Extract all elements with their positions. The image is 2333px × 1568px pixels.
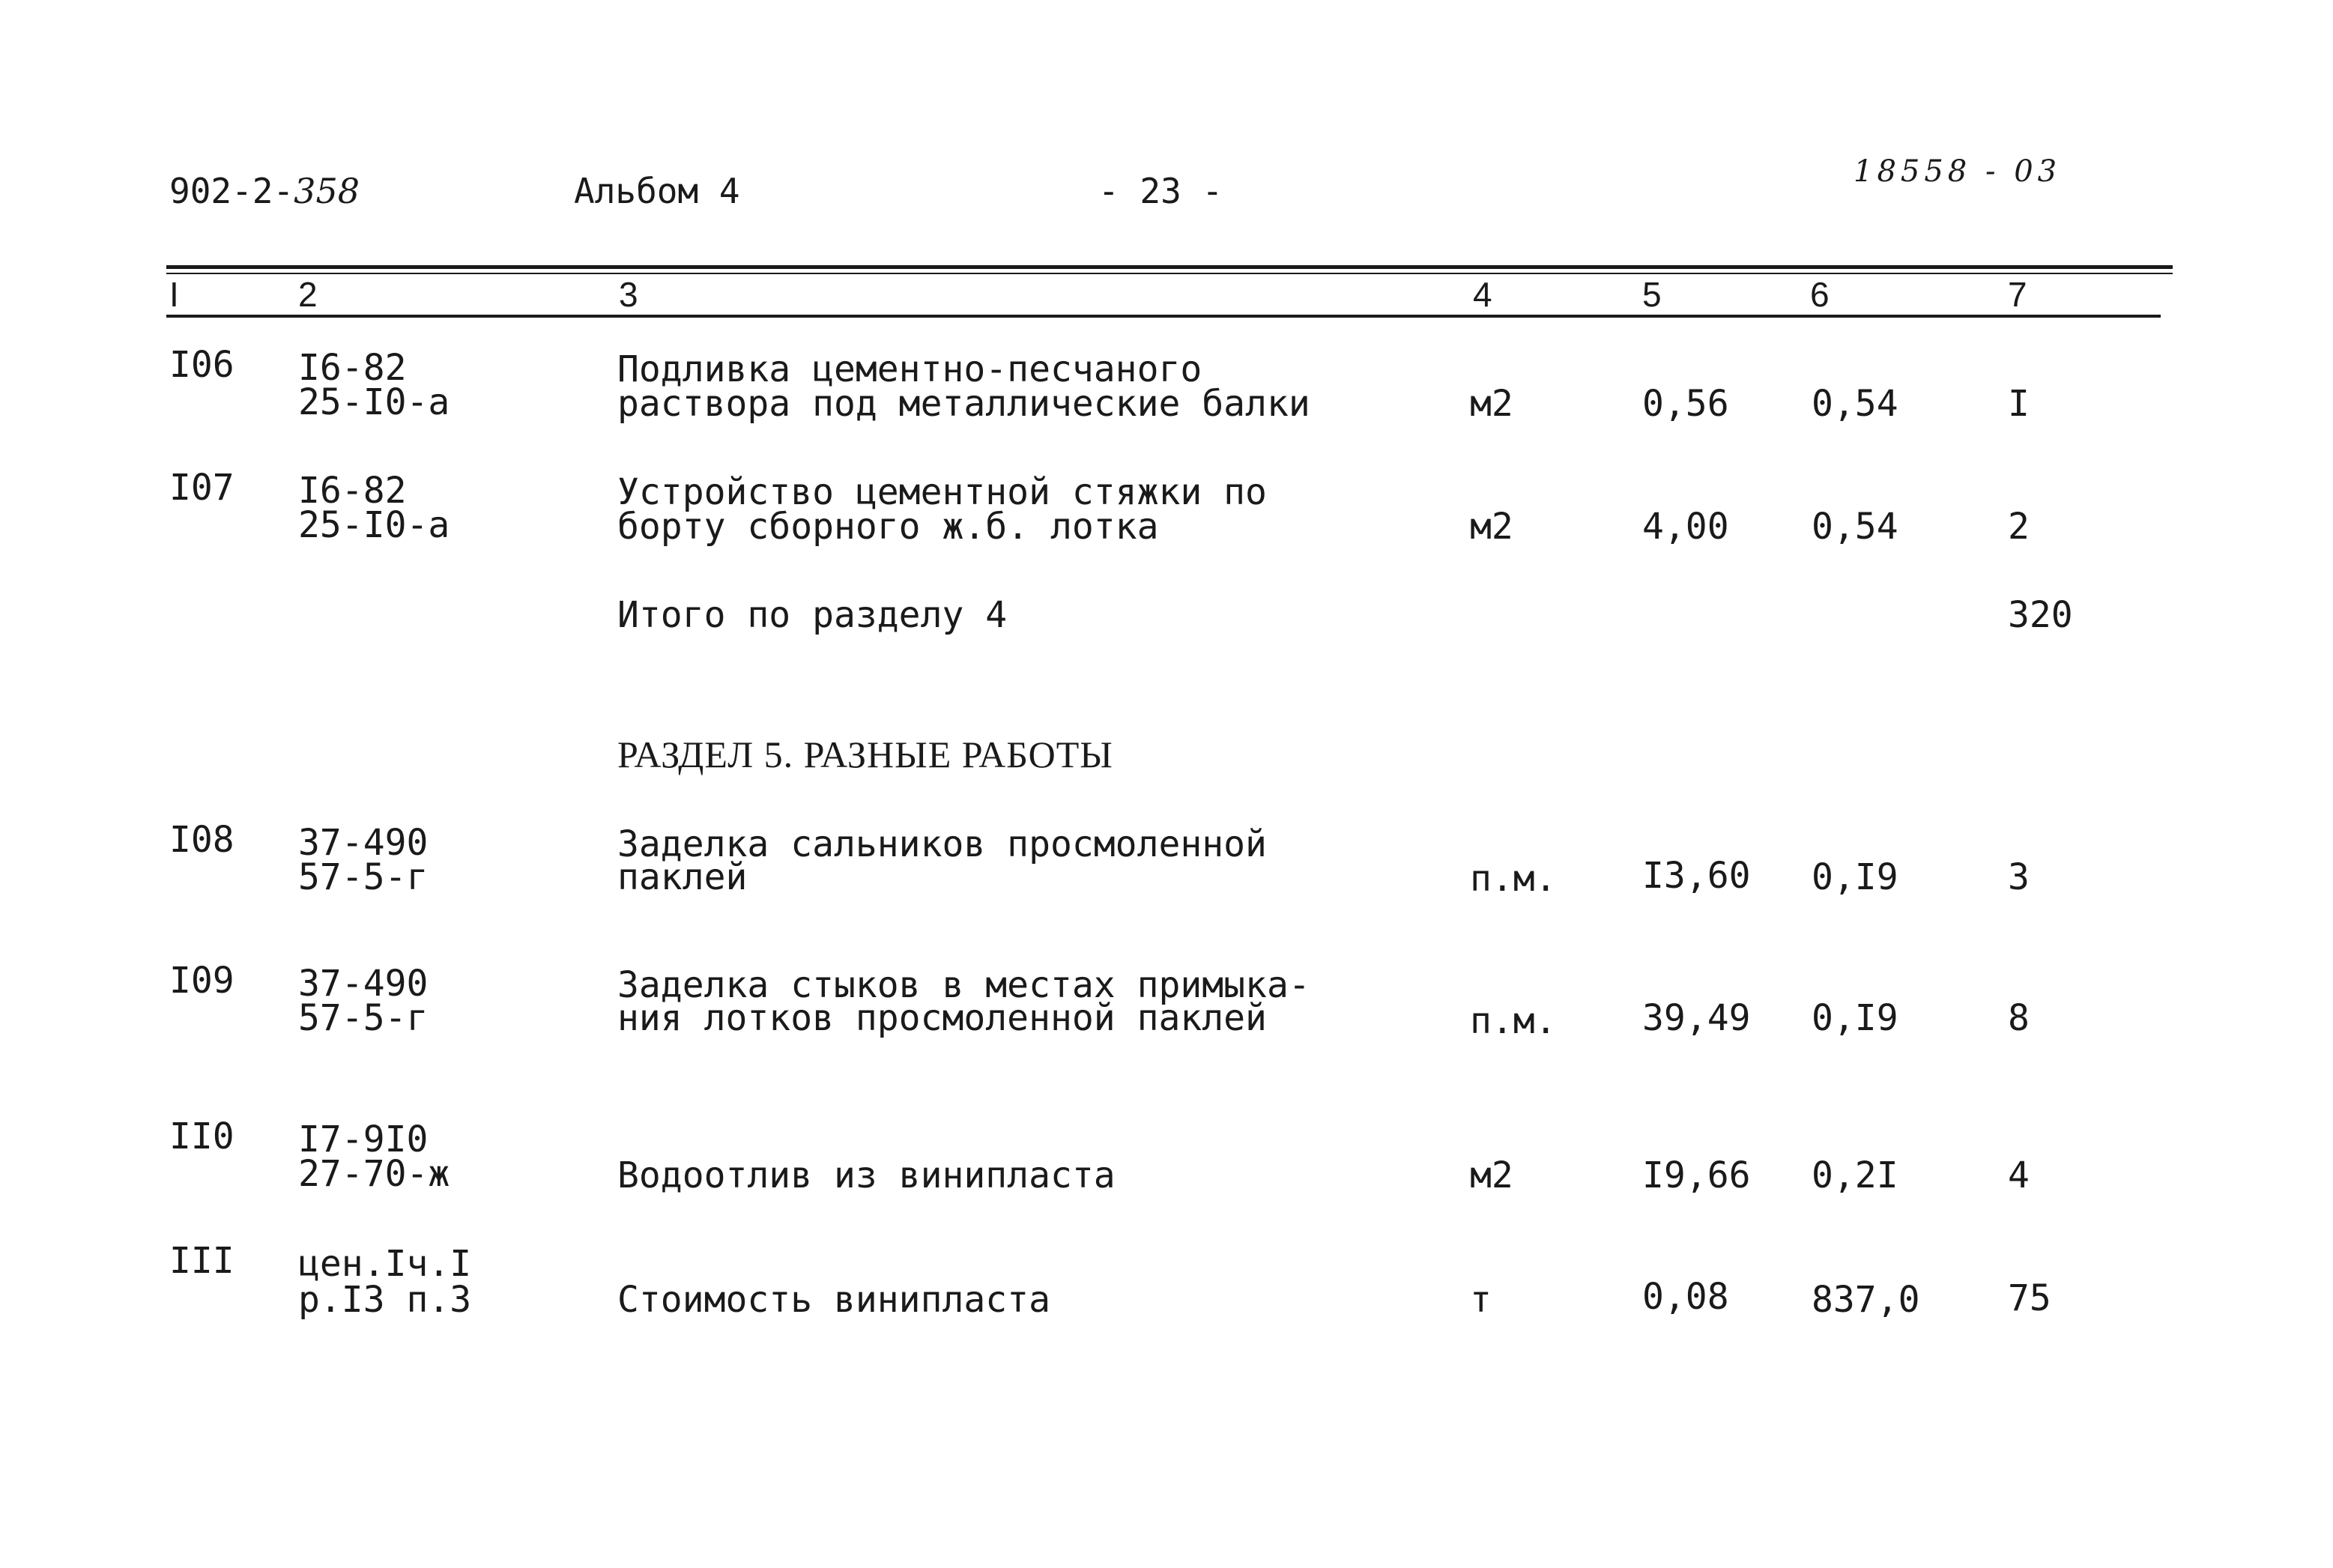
- row-price: 0,I9: [1812, 997, 1898, 1039]
- row-number: II0: [169, 1116, 234, 1157]
- row-number: I06: [169, 344, 234, 386]
- section-title: РАЗДЕЛ 5. РАЗНЫЕ РАБОТЫ: [617, 733, 1113, 775]
- row-description-line2: борту сборного ж.б. лотка: [617, 506, 1159, 548]
- column-number-7: 7: [2008, 275, 2027, 314]
- row-code-line2: 57-5-г: [298, 856, 429, 898]
- row-total: 3: [2008, 856, 2030, 898]
- column-number-6: 6: [1810, 275, 1830, 314]
- row-price: 837,0: [1812, 1279, 1920, 1321]
- subtotal-label: Итого по разделу 4: [617, 594, 1008, 636]
- row-quantity: 4,00: [1642, 506, 1729, 548]
- row-code-line1: I7-9I0: [298, 1119, 429, 1160]
- table-top-rule: [166, 265, 2173, 269]
- row-code-line1: 37-490: [298, 822, 429, 864]
- row-unit: п.м.: [1470, 858, 1557, 900]
- row-code-line2: 25-I0-а: [298, 381, 450, 423]
- row-unit: п.м.: [1470, 1000, 1557, 1042]
- stamp-number: 18558 - 03: [1854, 154, 2062, 189]
- table-top-rule-thin: [166, 273, 2173, 274]
- row-description-line1: Заделка стыков в местах примыка-: [617, 964, 1310, 1006]
- row-total: 75: [2008, 1277, 2051, 1319]
- row-price: 0,54: [1812, 383, 1898, 425]
- row-description-line1: Заделка сальников просмоленной: [617, 823, 1267, 865]
- row-number: III: [169, 1240, 234, 1282]
- row-unit: м2: [1470, 506, 1513, 548]
- row-description-line1: Устройство цементной стяжки по: [617, 471, 1267, 513]
- document-code-handwritten: 358: [294, 171, 360, 211]
- row-total: I: [2008, 383, 2030, 425]
- row-code-line2: 27-70-ж: [298, 1153, 450, 1195]
- row-quantity: 0,56: [1642, 383, 1729, 425]
- row-price: 0,54: [1812, 506, 1898, 548]
- row-price: 0,2I: [1812, 1154, 1898, 1196]
- row-description-line2: паклей: [617, 856, 748, 898]
- document-code-printed: 902-2-: [169, 171, 294, 211]
- row-code-line2: р.I3 п.3: [298, 1279, 472, 1321]
- row-number: I09: [169, 960, 234, 1002]
- row-code-line2: 57-5-г: [298, 997, 429, 1039]
- document-code: [169, 171, 360, 211]
- row-total: 8: [2008, 997, 2030, 1039]
- row-unit: м2: [1470, 383, 1513, 425]
- column-number-5: 5: [1642, 275, 1662, 314]
- row-price: 0,I9: [1812, 856, 1898, 898]
- column-number-4: 4: [1473, 275, 1492, 314]
- row-code-line1: I6-82: [298, 347, 407, 389]
- row-description-line2: Водоотлив из винипласта: [617, 1154, 1116, 1196]
- column-number-3: 3: [619, 275, 638, 314]
- row-description-line2: Стоимость винипласта: [617, 1279, 1050, 1321]
- page-number: - 23 -: [1098, 171, 1223, 211]
- row-number: I07: [169, 467, 234, 509]
- row-unit: т: [1470, 1279, 1492, 1321]
- row-description-line1: Подливка цементно-песчаного: [617, 348, 1202, 390]
- row-code-line1: I6-82: [298, 470, 407, 512]
- album-label: Альбом 4: [574, 171, 740, 211]
- row-quantity: 39,49: [1642, 997, 1751, 1039]
- table-header-rule: [166, 315, 2161, 318]
- row-total: 4: [2008, 1154, 2030, 1196]
- row-code-line1: цен.Iч.I: [298, 1243, 472, 1285]
- row-code-line1: 37-490: [298, 963, 429, 1005]
- row-number: I08: [169, 819, 234, 861]
- row-quantity: I9,66: [1642, 1154, 1751, 1196]
- row-quantity: I3,60: [1642, 855, 1751, 897]
- row-description-line2: ния лотков просмоленной паклей: [617, 997, 1267, 1039]
- row-description-line2: раствора под металлические балки: [617, 383, 1310, 425]
- column-number-1: I: [169, 275, 179, 314]
- subtotal-total: 320: [2008, 594, 2073, 636]
- row-quantity: 0,08: [1642, 1276, 1729, 1318]
- row-total: 2: [2008, 506, 2030, 548]
- column-number-2: 2: [298, 275, 318, 314]
- row-code-line2: 25-I0-а: [298, 504, 450, 546]
- row-unit: м2: [1470, 1154, 1513, 1196]
